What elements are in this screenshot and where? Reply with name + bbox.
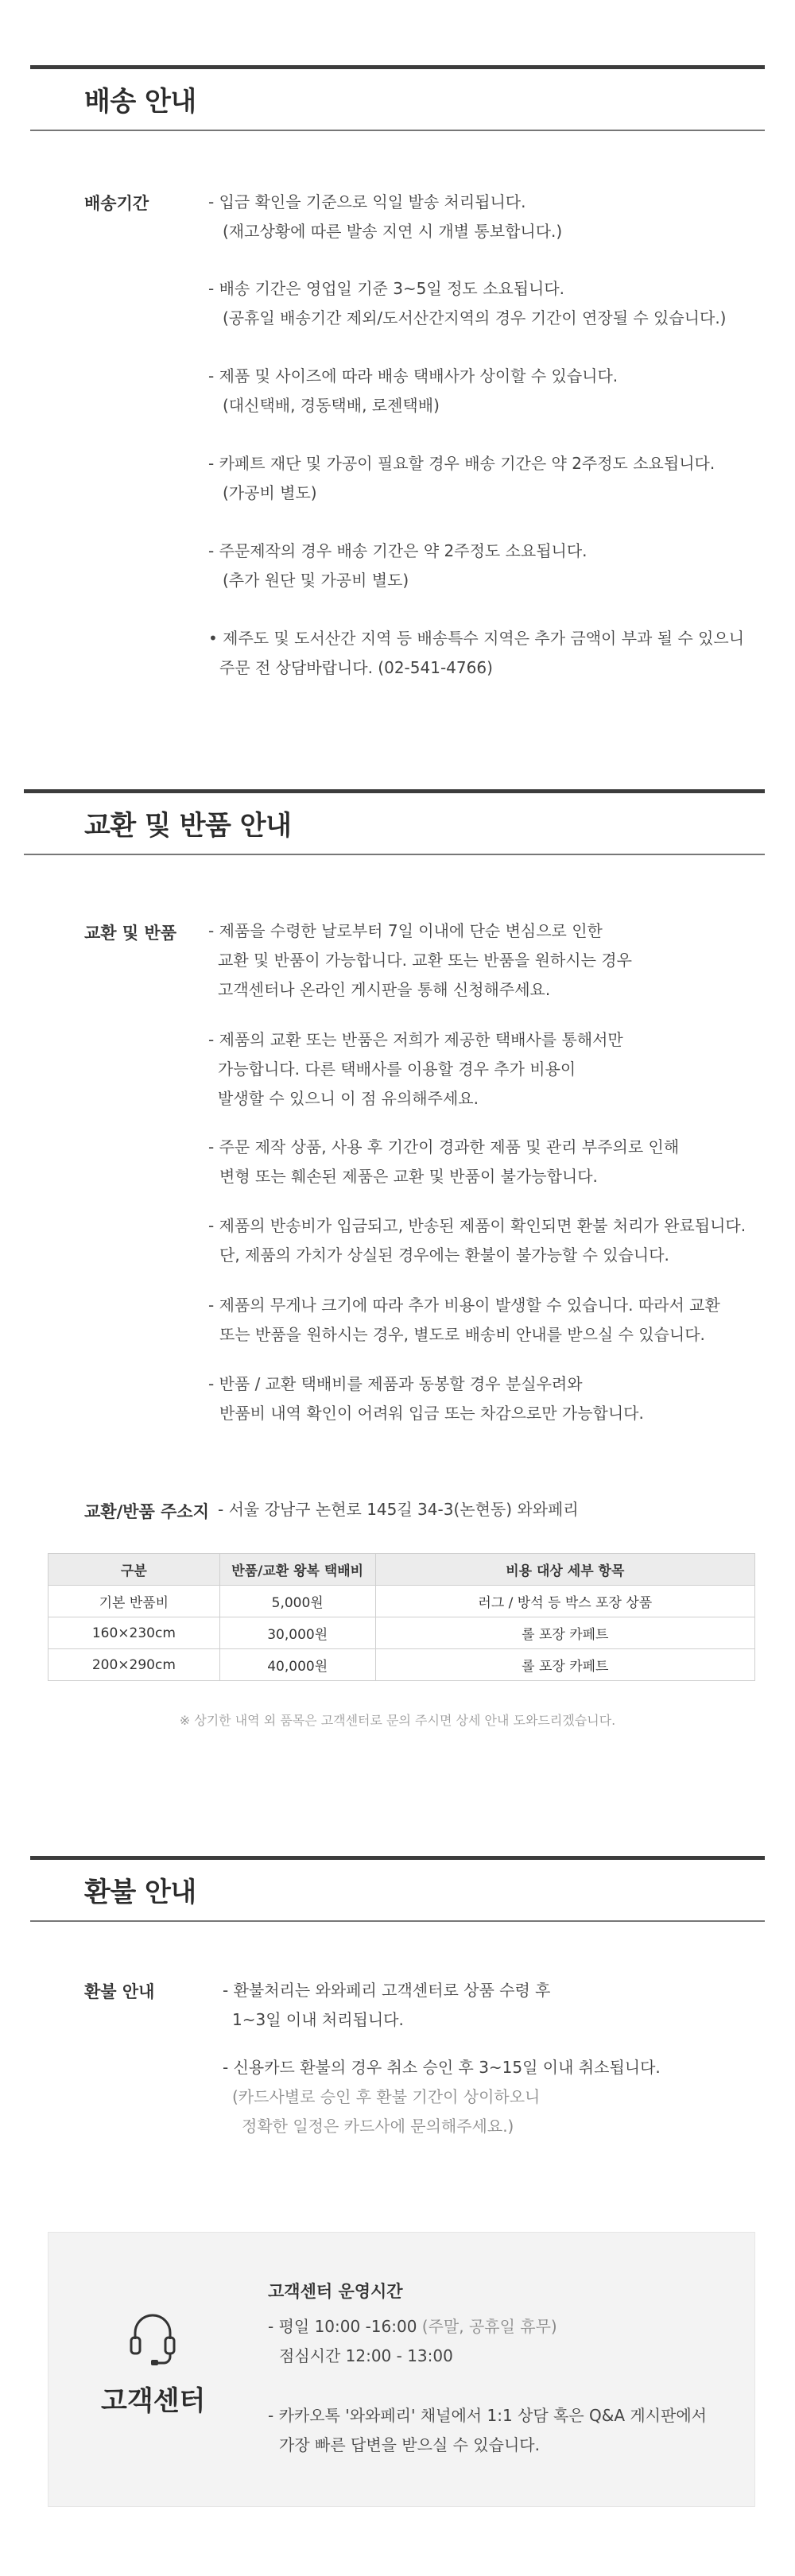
table-cell: 롤 포장 카페트 [375,1617,754,1649]
table-cell: 200×290cm [48,1649,220,1681]
customer-center-label: 고객센터 [101,2385,206,2417]
table-cell: 기본 반품비 [48,1586,220,1617]
holiday-note: (주말, 공휴일 휴무) [421,2317,557,2336]
refund-paragraph: - 신용카드 환불의 경우 취소 승인 후 3~15일 이내 취소됩니다. (카드사별로 승인 후 환불 기간이 상이하오니 정확한 일정은 카드사에 문의해주세요.) [223,2058,661,2136]
section-top-rule [24,789,765,793]
customer-center-box [48,2232,755,2507]
refund-label: 환불 안내 [84,1982,155,2001]
table-header-cell: 비용 대상 세부 항목 [375,1554,754,1586]
section-top-rule [30,65,765,69]
exchange-paragraph: - 반품 / 교환 택배비를 제품과 동봉할 경우 분실우려와 반품비 내역 확인이 어려워 입금 또는 차감으로만 가능합니다. [208,1374,644,1423]
table-row [48,1617,755,1649]
table-header-row [48,1554,755,1586]
shipping-period-label: 배송기간 [84,194,149,213]
return-address-value: - 서울 강남구 논현로 145길 34-3(논현동) 와와페리 [218,1500,579,1519]
table-cell: 러그 / 방석 등 박스 포장 상품 [375,1586,754,1617]
headset-icon [127,2309,178,2366]
table-cell: 40,000원 [219,1649,375,1681]
exchange-return-label: 교환 및 반품 [84,924,177,943]
table-footnote: ※ 상기한 내역 외 품목은 고객센터로 문의 주시면 상세 안내 도와드리겠습니다. [179,1713,616,1728]
shipping-paragraph: - 배송 기간은 영업일 기준 3~5일 정도 소요됩니다. (공휴일 배송기간 제외/도서산간지역의 경우 기간이 연장될 수 있습니다.) [208,279,727,327]
refund-paragraph: - 환불처리는 와와페리 고객센터로 상품 수령 후 1~3일 이내 처리됩니다. [223,1981,551,2029]
shipping-section-title: 배송 안내 [84,86,196,118]
table-cell: 롤 포장 카페트 [375,1649,754,1681]
exchange-paragraph: - 주문 제작 상품, 사용 후 기간이 경과한 제품 및 관리 부주의로 인해 변형 또는 훼손된 제품은 교환 및 반품이 불가능합니다. [208,1137,680,1186]
table-cell: 30,000원 [219,1617,375,1649]
return-cost-table [48,1553,755,1681]
shipping-paragraph: - 주문제작의 경우 배송 기간은 약 2주정도 소요됩니다. (추가 원단 및 가공비 별도) [208,541,588,590]
exchange-section-title: 교환 및 반품 안내 [84,810,292,842]
table-row [48,1586,755,1617]
refund-section-title: 환불 안내 [84,1877,196,1908]
shipping-paragraph: • 제주도 및 도서산간 지역 등 배송특수 지역은 추가 금액이 부과 될 수 있으니 주문 전 상담바랍니다. (02-541-4766) [208,629,745,677]
exchange-paragraph: - 제품의 반송비가 입금되고, 반송된 제품이 확인되면 환불 처리가 완료됩니다. 단, 제품의 가치가 상실된 경우에는 환불이 불가능할 수 있습니다. [208,1216,747,1265]
exchange-paragraph: - 제품의 교환 또는 반품은 저희가 제공한 택배사를 통해서만 가능합니다. 다른 택배사를 이용할 경우 추가 비용이 발생할 수 있으니 이 점 유의해주세요. [208,1030,623,1108]
section-title-divider [24,854,765,855]
table-header-cell: 반품/교환 왕복 택배비 [219,1554,375,1586]
table-header-cell: 구분 [48,1554,220,1586]
section-title-divider [30,1920,765,1922]
operating-hours-heading: 고객센터 운영시간 [268,2282,403,2301]
exchange-paragraph: - 제품을 수령한 날로부터 7일 이내에 단순 변심으로 인한 교환 및 반품이 가능합니다. 교환 또는 반품을 원하시는 경우 고객센터나 온라인 게시판을 통해 신청해주세요. [208,921,632,999]
table-cell: 5,000원 [219,1586,375,1617]
section-title-divider [30,130,765,131]
section-top-rule [30,1856,765,1860]
return-address-label: 교환/반품 주소지 [84,1502,209,1521]
shipping-paragraph: - 제품 및 사이즈에 따라 배송 택배사가 상이할 수 있습니다. (대신택배, 경동택배, 로젠택배) [208,366,619,415]
table-row [48,1649,755,1681]
operating-hours: - 평일 10:00 -16:00 (주말, 공휴일 휴무) 점심시간 12:00 - 13:00 [268,2317,557,2365]
shipping-paragraph: - 입금 확인을 기준으로 익일 발송 처리됩니다. (재고상황에 따른 발송 지연 시 개별 통보합니다.) [208,192,563,241]
exchange-paragraph: - 제품의 무게나 크기에 따라 추가 비용이 발생할 수 있습니다. 따라서 교환 또는 반품을 원하시는 경우, 별도로 배송비 안내를 받으실 수 있습니다. [208,1296,720,1344]
kakao-contact-info: - 카카오톡 '와와페리' 채널에서 1:1 상담 혹은 Q&A 게시판에서 가장 빠른 답변을 받으실 수 있습니다. [268,2406,707,2454]
table-cell: 160×230cm [48,1617,220,1649]
shipping-paragraph: - 카페트 재단 및 가공이 필요할 경우 배송 기간은 약 2주정도 소요됩니다. (가공비 별도) [208,454,716,502]
